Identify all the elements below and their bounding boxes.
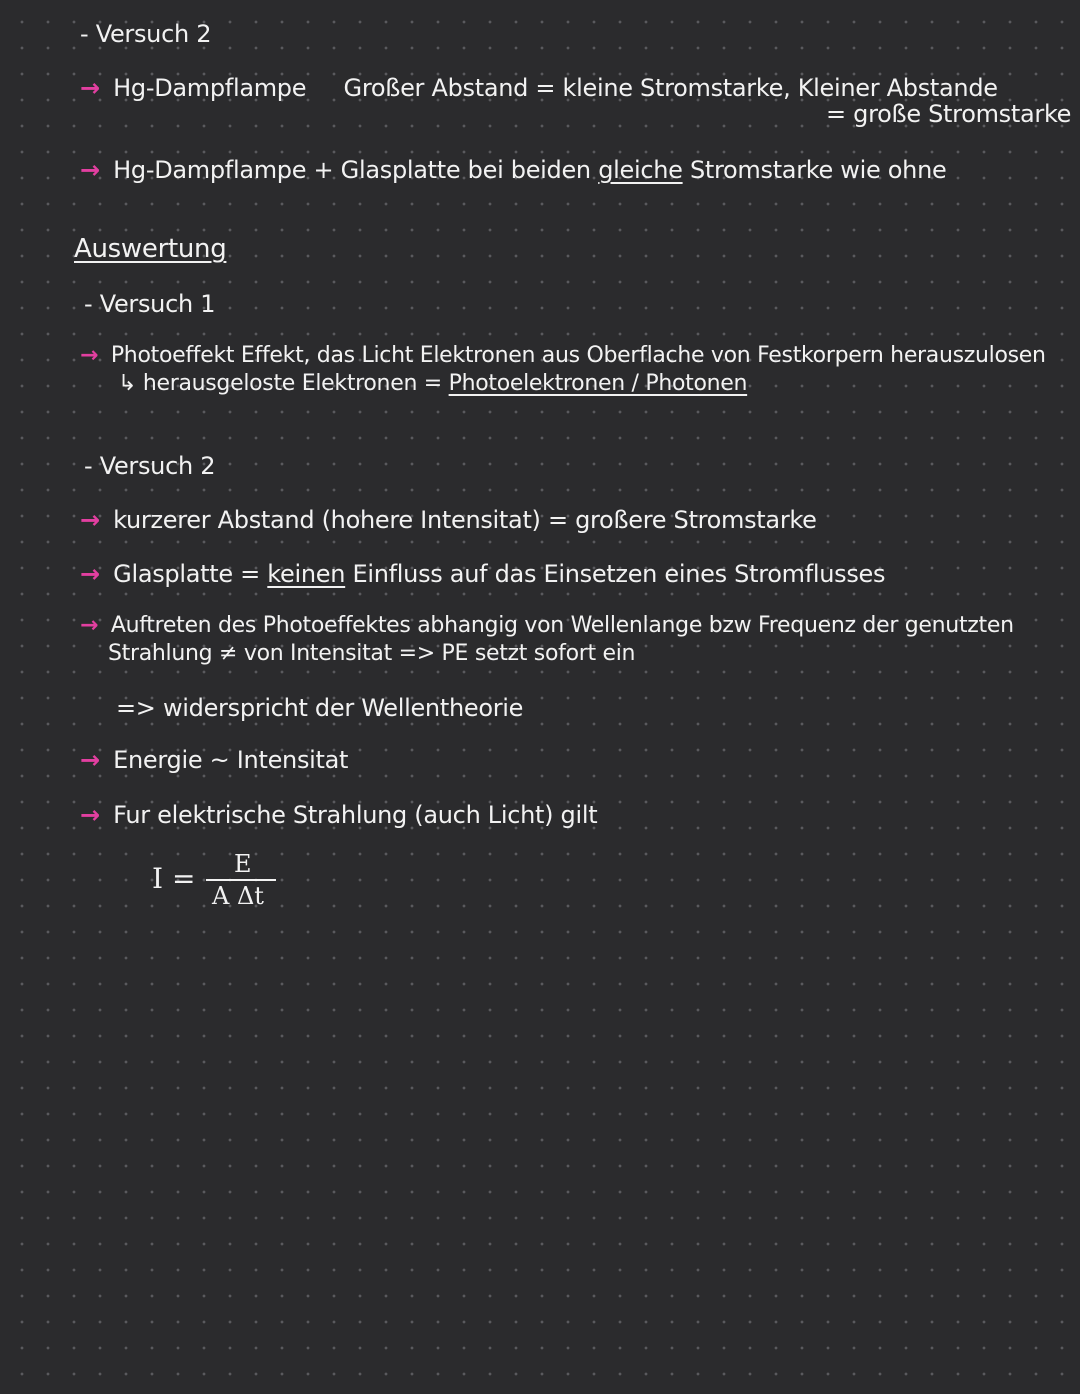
intensity-formula (152, 850, 292, 920)
wave-theory-conclusion: => widerspricht der Wellentheorie (116, 694, 524, 722)
photoelectrons-prefix: ↳ herausgeloste Elektronen = (118, 371, 449, 396)
energy-intensity-text: Energie ~ Intensitat (113, 746, 349, 774)
glass-plate-item-post: Einfluss auf das Einsetzen eines Stromflusses (345, 560, 886, 588)
glass-plate-pre: Hg-Dampflampe + Glasplatte bei beiden (113, 156, 599, 184)
wavelength-line1: Auftreten des Photoeffektes abhangig von Wellenlange bzw Frequenz der genutzten (110, 613, 1014, 638)
arrow-icon: → (80, 746, 100, 774)
gleiche-underlined: gleiche (598, 156, 683, 184)
energy-intensity-item (80, 746, 348, 774)
hg-lamp-label: Hg-Dampflampe (113, 74, 307, 102)
observation-hg-lamp (80, 74, 998, 102)
keinen-underlined: keinen (267, 560, 346, 588)
arrow-icon: → (80, 613, 99, 638)
glass-plate-item-pre: Glasplatte = (113, 560, 268, 588)
photoeffekt-text: Photoeffekt Effekt, das Licht Elektronen aus Oberflache von Festkorpern herauszulosen (110, 343, 1046, 368)
wavelength-item (80, 613, 1014, 638)
distance-intensity-text: kurzerer Abstand (hohere Intensitat) = großere Stromstarke (113, 506, 817, 534)
photoeffekt-definition (80, 343, 1046, 368)
heading-versuch-2: - Versuch 2 (84, 452, 216, 480)
arrow-icon: → (80, 343, 99, 368)
formula-denominator: A Δt (212, 882, 264, 910)
arrow-icon: → (80, 560, 100, 588)
photoelectrons-underlined: Photoelektronen / Photonen (448, 371, 748, 396)
radiation-item (80, 801, 597, 829)
heading-versuch-1: - Versuch 1 (84, 290, 216, 318)
glass-plate-item (80, 560, 885, 588)
arrow-icon: → (80, 74, 100, 102)
arrow-icon: → (80, 156, 100, 184)
heading-versuch-2-top: - Versuch 2 (80, 20, 212, 48)
formula-numerator: E (234, 850, 252, 878)
photoelectrons-line (118, 371, 747, 396)
auswertung-title: Auswertung (74, 234, 227, 264)
radiation-text: Fur elektrische Strahlung (auch Licht) gilt (113, 801, 598, 829)
arrow-icon: → (80, 801, 100, 829)
wavelength-line2: Strahlung ≠ von Intensitat => PE setzt sofort ein (108, 641, 636, 666)
distance-observation-cont: = große Stromstarke (826, 100, 1072, 128)
arrow-icon: → (80, 506, 100, 534)
fraction-bar (206, 879, 276, 881)
observation-glass-plate (80, 156, 946, 184)
distance-intensity-item (80, 506, 817, 534)
glass-plate-post: Stromstarke wie ohne (682, 156, 947, 184)
formula-lhs: I = (152, 862, 196, 895)
distance-observation: Großer Abstand = kleine Stromstarke, Kleiner Abstande (343, 74, 998, 102)
